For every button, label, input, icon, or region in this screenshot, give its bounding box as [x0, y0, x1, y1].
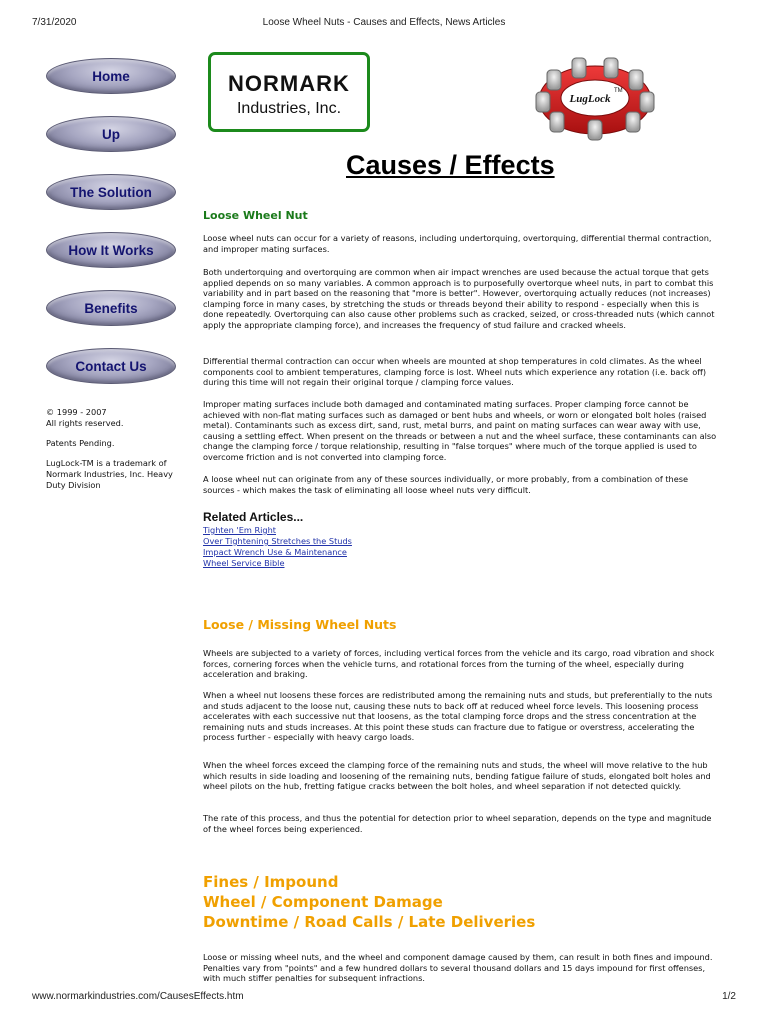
print-header-title: Loose Wheel Nuts - Causes and Effects, News Articles — [262, 17, 506, 28]
nav-up-button[interactable]: Up — [46, 116, 176, 152]
paragraph: When a wheel nut loosens these forces are redistributed among the remaining nuts and studs, but preferentially to the nuts and studs adjacent to the loose nut, causing these nuts to back off at reduced wheel force levels. This loosening process accelerates with each successive nut that loosens, as the total clamping force drops and the stress concentration at the remaining nuts and studs increases. At this point these studs can fracture due to fatigue or overstress, accelerating the process further - especially with heavy cargo loads. — [203, 690, 713, 742]
print-header-date: 7/31/2020 — [32, 17, 77, 28]
related-articles-list — [203, 525, 352, 569]
copyright-line1: © 1999 - 2007 — [46, 407, 107, 417]
heading-fines-impound: Fines / Impound — [203, 873, 339, 891]
paragraph: Improper mating surfaces include both damaged and contaminated mating surfaces. Proper clamping force cannot be achieved with non-flat mating surfaces such as damaged or bent hubs and wheels, or worn or elongated bolt holes (raised metal). Contaminants such as excess dirt, sand, rust, metal burrs, and paint on mating surfaces can wear away with use, causing a settling effect. When present on the threads or between a nut and the wheel surface, these contaminants can also change the clamping force / torque relationship, resulting in "false torques" where much of the torque applied is used to overcome friction and is not converted into clamping force. — [203, 399, 717, 462]
luglock-logo-text: LugLock — [569, 93, 611, 105]
paragraph: Loose or missing wheel nuts, and the wheel and component damage caused by them, can result in both fines and impound. Penalties vary from "points" and a few hundred dollars to several thousand dollars and 15 days impound for first offenses, with much stiffer penalties for subsequent infractions. — [203, 952, 713, 983]
heading-component-damage: Wheel / Component Damage — [203, 893, 443, 911]
normark-logo-name: NORMARK — [228, 71, 350, 96]
trademark-note: LugLock-TM is a trademark of Normark Industries, Inc. Heavy Duty Division — [46, 458, 173, 490]
related-link-over-tightening[interactable]: Over Tightening Stretches the Studs — [203, 536, 352, 546]
nav-solution-button[interactable]: The Solution — [46, 174, 176, 210]
related-link-wheel-service[interactable]: Wheel Service Bible — [203, 558, 285, 568]
print-header — [0, 17, 768, 31]
paragraph: Wheels are subjected to a variety of forces, including vertical forces from the vehicle and its cargo, road vibration and shock forces, cornering forces when the vehicle turns, and rotational forces from the turning of the wheel, especially during acceleration and braking. — [203, 648, 715, 679]
normark-logo[interactable] — [208, 52, 370, 132]
related-link-tighten[interactable]: Tighten 'Em Right — [203, 525, 277, 535]
paragraph: When the wheel forces exceed the clamping force of the remaining nuts and studs, the wheel will move relative to the hub which results in side loading and loosening of the remaining nuts, bending fatigue failure of studs, elongated bolt holes and wheel pilots on the hub, fretting fatigue cracks between the bolt holes, and wheel separation if not detected quickly. — [203, 760, 711, 791]
sidebar-notes — [46, 407, 186, 500]
paragraph: A loose wheel nut can originate from any of these sources individually, or more probably, from a combination of these sources - which makes the task of eliminating all loose wheel nuts very difficult. — [203, 474, 689, 495]
luglock-logo — [530, 48, 660, 144]
print-footer — [0, 991, 768, 1005]
nav-home-button[interactable]: Home — [46, 58, 176, 94]
heading-downtime: Downtime / Road Calls / Late Deliveries — [203, 913, 536, 931]
print-footer-page: 1/2 — [722, 991, 736, 1002]
paragraph: Loose wheel nuts can occur for a variety of reasons, including undertorquing, overtorquing, differential thermal contraction, and improper mating surfaces. — [203, 233, 712, 254]
nav-contact-button[interactable]: Contact Us — [46, 348, 176, 384]
paragraph: The rate of this process, and thus the potential for detection prior to wheel separation, depends on the type and magnitude of the wheel forces being experienced. — [203, 813, 712, 834]
copyright-line2: All rights reserved. — [46, 418, 124, 428]
nav-how-it-works-button[interactable]: How It Works — [46, 232, 176, 268]
print-footer-url: www.normarkindustries.com/CausesEffects.htm — [32, 991, 244, 1002]
related-link-impact-wrench[interactable]: Impact Wrench Use & Maintenance — [203, 547, 347, 557]
nav-benefits-button[interactable]: Benefits — [46, 290, 176, 326]
section-title-missing-wheel-nuts: Loose / Missing Wheel Nuts — [203, 617, 397, 632]
related-articles-title: Related Articles... — [203, 510, 304, 524]
page-title: Causes / Effects — [346, 150, 555, 180]
patents-note: Patents Pending. — [46, 438, 115, 448]
normark-logo-subtitle: Industries, Inc. — [236, 100, 342, 117]
copyright — [46, 407, 186, 429]
paragraph: Both undertorquing and overtorquing are common when air impact wrenches are used because the actual torque that gets applied depends on so many variables. A common approach is to purposefully overtorque wheel nuts, in part to combat this variability and in part based on the reasoning that "more is better". However, overtorquing actually reduces (not increases) clamping force in many cases, by stretching the studs or threads beyond their ability to respond - especially when this is done repeatedly. Overtorquing can also cause other problems such as cracked, seized, or cross-threaded nuts (which cannot apply the appropriate clamping force), and increases the frequency of stud failure and cracked wheels. — [203, 267, 715, 330]
paragraph: Differential thermal contraction can occur when wheels are mounted at shop temperatures in cold climates. As the wheel components cool to ambient temperatures, clamping force is lost. Wheel nuts which experience any rotation (i.e. back off) during this time will not regain their original torque / clamping force values. — [203, 356, 707, 387]
section-title-loose-wheel-nut: Loose Wheel Nut — [203, 209, 308, 222]
luglock-logo-tm: TM — [614, 88, 623, 94]
